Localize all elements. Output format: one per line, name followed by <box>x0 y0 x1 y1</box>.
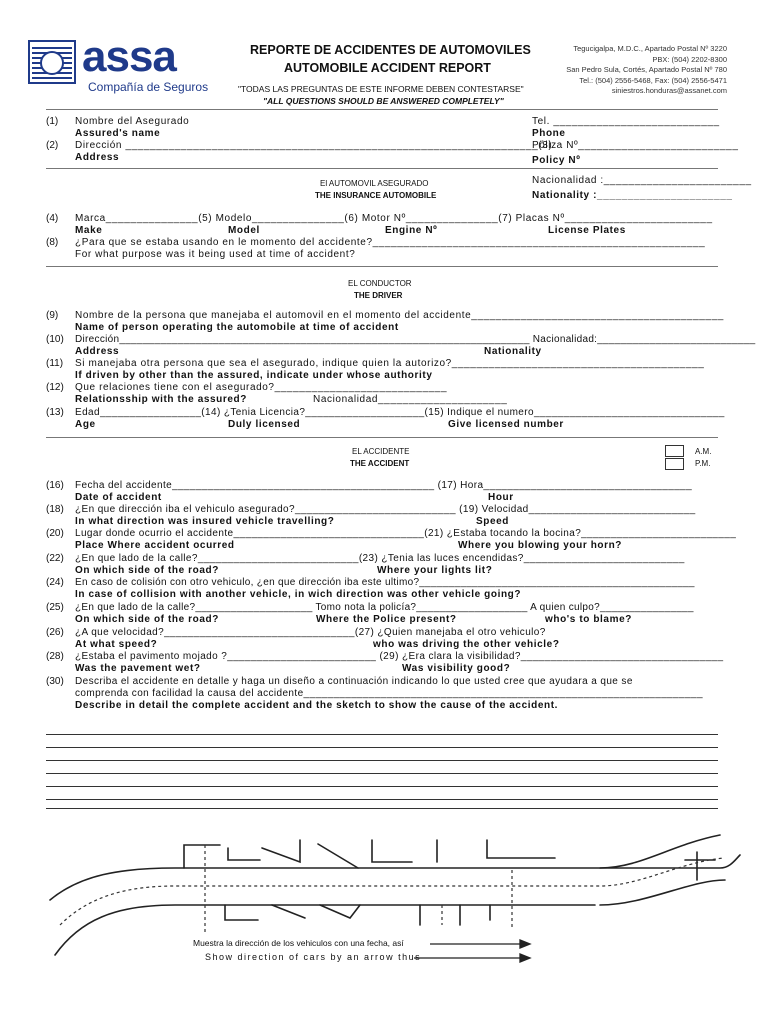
driver-name-field[interactable]: Nombre de la persona que manejaba el automovil en el momento del accidente_________________________________________ <box>75 310 724 321</box>
assured-name-label-en: Assured's name <box>75 128 161 139</box>
describe-instruction-en: Describe in detail the complete accident and the sketch to show the cause of the accident. <box>75 700 558 711</box>
sketch-caption-es: Muestra la dirección de los vehiculos con una fecha, así <box>193 938 404 948</box>
direction-label-en: In what direction was insured vehicle travelling? <box>75 516 335 527</box>
phone-label-en: Phone <box>532 128 566 139</box>
road-edge-right-upper <box>600 835 720 868</box>
model-label-en: Model <box>228 225 260 236</box>
am-label: A.M. <box>695 447 712 456</box>
description-line[interactable] <box>46 734 718 735</box>
street-angled-2 <box>318 844 358 868</box>
street-block-2 <box>372 840 412 862</box>
item-number: (16) <box>46 480 64 491</box>
vehicle-nationality-field-en[interactable]: Nationality :______________________ <box>532 190 733 201</box>
divider-driver <box>46 437 718 438</box>
section-heading-driver-es: EL CONDUCTOR <box>348 279 412 288</box>
street-lower-2 <box>272 905 305 918</box>
direction-speed-field[interactable]: ¿En que dirección iba el vehiculo asegurado?___________________________ (19) Velocidad____________________________ <box>75 504 696 515</box>
license-number-label-en: Give licensed number <box>448 419 564 430</box>
instruction-en: "ALL QUESTIONS SHOULD BE ANSWERED COMPLETELY" <box>263 96 504 106</box>
assured-address-field[interactable]: Dirección ___________________________________________________________________(3) <box>75 140 553 151</box>
street-angled-1 <box>262 840 300 862</box>
speed-other-driver-field[interactable]: ¿A que velocidad?________________________________(27) ¿Quien manejaba el otro vehiculo? <box>75 627 546 638</box>
report-title-es: REPORTE DE ACCIDENTES DE AUTOMOVILES <box>250 43 531 57</box>
item-number: (12) <box>46 382 64 393</box>
report-title-en: AUTOMOBILE ACCIDENT REPORT <box>284 61 491 75</box>
logo-emblem <box>28 40 76 84</box>
description-line[interactable] <box>46 799 718 800</box>
vehicle-purpose-label-en: For what purpose was it being used at time of accident? <box>75 249 356 260</box>
pm-checkbox[interactable] <box>665 458 684 470</box>
item-number: (30) <box>46 676 64 687</box>
description-line[interactable] <box>46 808 718 809</box>
pavement-label-en: Was the pavement wet? <box>75 663 201 674</box>
item-number: (4) <box>46 213 59 224</box>
contact-line-1: Tegucigalpa, M.D.C., Apartado Postal Nº 3220 <box>573 44 727 53</box>
driver-age-license-row[interactable]: Edad_________________(14) ¿Tenia Licencia?____________________(15) Indique el numero________________________________ <box>75 407 725 418</box>
assured-name-label: Nombre del Asegurado <box>75 116 190 127</box>
vehicle-purpose-field[interactable]: ¿Para que se estaba usando en le momento del accidente?______________________________________________________ <box>75 237 706 248</box>
divider-assured <box>46 168 718 169</box>
contact-line-3: San Pedro Sula, Cortés, Apartado Postal Nº 780 <box>566 65 727 74</box>
at-speed-label-en: At what speed? <box>75 639 158 650</box>
contact-line-2: PBX: (504) 2202-8300 <box>652 54 727 64</box>
street-left-vertical <box>184 845 220 868</box>
describe-instruction-es-2[interactable]: comprenda con facilidad la causa del accidente___________________________________________________________________ <box>75 688 703 699</box>
item-number: (9) <box>46 310 59 321</box>
item-number: (8) <box>46 237 59 248</box>
policy-field[interactable]: Póliza Nº__________________________ <box>532 140 739 151</box>
side-label-en: On which side of the road? <box>75 565 219 576</box>
vehicle-nationality-field[interactable]: Nacionalidad :________________________ <box>532 175 752 186</box>
driver-address-label-en: Address <box>75 346 120 357</box>
item-number: (1) <box>46 116 59 127</box>
arrow-head-2 <box>520 954 530 962</box>
description-line[interactable] <box>46 760 718 761</box>
am-checkbox[interactable] <box>665 445 684 457</box>
driver-nationality2-field[interactable]: Nacionalidad_____________________ <box>313 394 508 405</box>
item-number: (28) <box>46 651 64 662</box>
driver-address-field[interactable]: Dirección______________________________________________________________________ Nacionalidad:___________________________ <box>75 334 756 345</box>
hour-label-en: Hour <box>488 492 514 503</box>
place-horn-field[interactable]: Lugar donde ocurrio el accidente________________________________(21) ¿Estaba tocando la bocina?__________________________ <box>75 528 737 539</box>
date-label-en: Date of accident <box>75 492 162 503</box>
age-label-en: Age <box>75 419 96 430</box>
place-label-en: Place Where accident ocurred <box>75 540 235 551</box>
lights-label-en: Where your lights lit? <box>377 565 493 576</box>
contact-block <box>566 44 727 97</box>
description-line[interactable] <box>46 773 718 774</box>
center-line-road <box>60 858 724 925</box>
item-number: (22) <box>46 553 64 564</box>
company-name: Compañía de Seguros <box>88 80 209 94</box>
company-logo <box>28 32 218 96</box>
divider-header <box>46 109 718 110</box>
divider-vehicle <box>46 266 718 267</box>
other-direction-field[interactable]: En caso de colisión con otro vehiculo, ¿en que dirección iba este ultimo?_______________________________________________ <box>75 577 695 588</box>
item-number: (10) <box>46 334 64 345</box>
road-edge-left-upper <box>50 855 740 900</box>
side-police-blame-field[interactable]: ¿En que lado de la calle?____________________ Tomo nota la policía?___________________ A quien culpo?________________ <box>75 602 694 613</box>
item-number: (25) <box>46 602 64 613</box>
instruction-es: "TODAS LAS PREGUNTAS DE ESTE INFORME DEBEN CONTESTARSE" <box>238 84 524 94</box>
street-lower-1 <box>225 905 258 920</box>
contact-line-4: Tel.: (504) 2556-5468, Fax: (504) 2556-5471 <box>579 75 727 85</box>
licensed-label-en: Duly licensed <box>228 419 301 430</box>
item-number: (20) <box>46 528 64 539</box>
item-number: (2) <box>46 140 59 151</box>
pm-label: P.M. <box>695 459 711 468</box>
assured-address-label-en: Address <box>75 152 120 163</box>
visibility-label-en: Was visibility good? <box>402 663 511 674</box>
accident-date-field[interactable]: Fecha del accidente____________________________________________ (17) Hora___________________________________ <box>75 480 693 491</box>
plates-label-en: License Plates <box>548 225 626 236</box>
section-heading-accident-es: EL ACCIDENTE <box>352 447 410 456</box>
contact-email: siniestros.honduras@assanet.com <box>611 86 727 95</box>
police-label-en: Where the Police present? <box>316 614 457 625</box>
item-number: (18) <box>46 504 64 515</box>
driver-authority-label-en: If driven by other than the assured, indicate under whose authority <box>75 370 433 381</box>
street-block-4 <box>487 840 555 858</box>
make-label-en: Make <box>75 225 103 236</box>
vehicle-details-row[interactable]: Marca_______________(5) Modelo_______________(6) Motor Nº_______________(7) Placas Nº________________________ <box>75 213 713 224</box>
policy-label-en: Policy Nº <box>532 155 581 166</box>
street-lower-angled <box>320 905 360 918</box>
item-number: (26) <box>46 627 64 638</box>
section-heading-driver-en: THE DRIVER <box>354 291 403 300</box>
other-driver-label-en: who was driving the other vehicle? <box>373 639 560 650</box>
driver-relationship-label-en: Relationsship with the assured? <box>75 394 247 405</box>
horn-label-en: Where you blowing your horn? <box>458 540 623 551</box>
logo-wordmark: assa <box>82 32 176 81</box>
driver-relationship-field[interactable]: Que relaciones tiene con el asegurado?____________________________ <box>75 382 448 393</box>
item-number: (13) <box>46 407 64 418</box>
sketch-caption-en: Show direction of cars by an arrow thus <box>205 952 422 962</box>
other-direction-label-en: In case of collision with another vehicle, in wich direction was other vehicle going? <box>75 589 522 600</box>
section-heading-accident-en: THE ACCIDENT <box>350 459 410 468</box>
phone-field[interactable]: Tel. ___________________________ <box>532 116 720 127</box>
item-number: (24) <box>46 577 64 588</box>
item-number: (11) <box>46 358 64 369</box>
side-lights-field[interactable]: ¿En que lado de la calle?___________________________(23) ¿Tenia las luces encendidas?___________________________ <box>75 553 685 564</box>
driver-name-label-en: Name of person operating the automobile at time of accident <box>75 322 399 333</box>
arrow-head-1 <box>520 940 530 948</box>
road-edge-right-lower <box>600 880 725 905</box>
description-line[interactable] <box>46 786 718 787</box>
driver-authority-field[interactable]: Si manejaba otra persona que sea el asegurado, indique quien la autorizo?_________________________________________ <box>75 358 705 369</box>
pavement-visibility-field[interactable]: ¿Estaba el pavimento mojado ?_________________________ (29) ¿Era clara la visibilidad?__________________________________ <box>75 651 724 662</box>
section-heading-vehicle-en: THE INSURANCE AUTOMOBILE <box>315 191 437 200</box>
description-line[interactable] <box>46 747 718 748</box>
driver-nationality-label-en: Nationality <box>484 346 542 357</box>
describe-instruction-es-1: Describa el accidente en detalle y haga un diseño a continuación indicando lo que usted cree que ayudara a que se <box>75 676 633 687</box>
section-heading-vehicle-es: El AUTOMOVIL ASEGURADO <box>320 179 429 188</box>
street-block-1 <box>228 848 260 860</box>
speed-label-en: Speed <box>476 516 510 527</box>
engine-label-en: Engine Nº <box>385 225 438 236</box>
blame-label-en: who's to blame? <box>545 614 632 625</box>
side2-label-en: On which side of the road? <box>75 614 219 625</box>
